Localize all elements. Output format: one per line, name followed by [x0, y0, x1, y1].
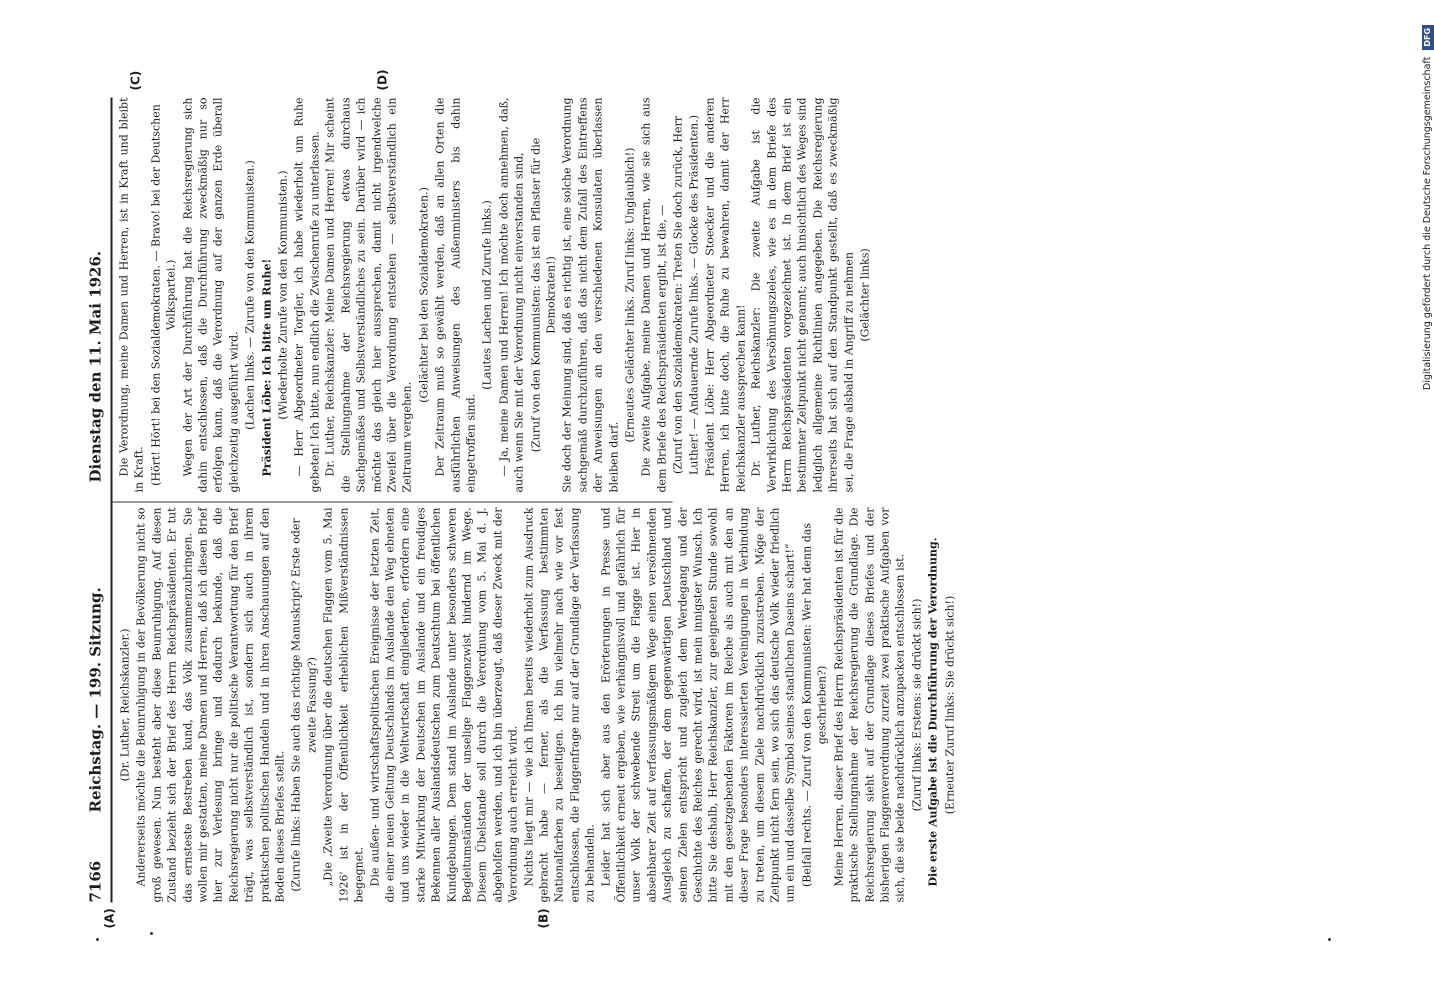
paragraph: Wegen der Art der Durchführung hat die Reichsregierung sich dahin entschlossen, daß die Durchführung zweckmäßig nur so erfolgen kann, daß die Verordnung auf der ganzen Erde überall gleichzeitig ausgeführt wird.	[180, 97, 240, 493]
speaker-paragraph: Dr. Luther, Reichskanzler: Die zweite Aufgabe ist die Verwirklichung des Versöhnungszieles, wie es in dem Briefe des Herrn Reichspräsidenten vorgezeichnet ist. In dem Brief ist ein bestimmter Zeitpunkt nicht genannt; auch hinsichtlich des Weges sind lediglich allgemeine Richtlinien angegeben. Die Reichsregierung ihrerseits hat sich auf den Standpunkt gestellt, daß es zweckmäßig sei, die Frage alsbald in Angriff zu nehmen	[749, 97, 855, 493]
margin-mark-a: (A)	[102, 908, 116, 929]
scan-speck	[150, 932, 153, 935]
scan-speck	[1328, 938, 1331, 941]
quote-paragraph: Nichts liegt mir — wie ich Ihnen bereits wiederholt zum Ausdruck gebracht habe — ferner, als die Verfassung bestimmten Nationalfarben zu beseitigen. Ich bin vielmehr nach wie vor fest entschlossen, die Flaggenfrage nur auf der Grundlage der Verfassung zu behandeln.	[521, 507, 597, 903]
speaker-paragraph: Präsident Löbe: Herr Abgeordneter Stoecker und die anderen Herren, ich bitte doch, die Ruhe zu bewahren, damit der Herr Reichskanzler aussprechen kann!	[703, 97, 747, 493]
paragraph: Der Zeitraum muß so gewählt werden, daß an allen Orten die ausführlichen Anweisungen des Außenministers bis dahin eingetroffen sind.	[433, 97, 477, 493]
paragraph: Andererseits möchte die Beunruhigung in der Bevölkerung nicht so groß gewesen. Nun besteht aber diese Beunruhigung. Auf diesen Zustand bezieht sich der Brief des Herrn Reichspräsidenten. Er tut das ernsteste Bestreben kund, das Volk zusammenzubringen. Sie wollen mir gestatten, meine Damen und Herren, daß ich diesen Brief hier zur Verlesung bringe und dadurch bekunde, daß die Reichsregierung nicht nur die politische Verantwortung für den Brief trägt, was selbstverständlich ist, sondern sich auch in ihrem praktischen politischen Handeln und in ihren Anschauungen auf den Boden dieses Briefes stellt.	[134, 507, 287, 903]
speaker-paragraph: Dr. Luther, Reichskanzler: Meine Damen und Herren! Mir scheint die Stellungnahme der Reichsregierung etwas durchaus Sachgemäßes und Selbstverständliches zu sein. Darüber wird — ich möchte das gleich hier aussprechen, damit nicht irgendwelche Zweifel über die Verordnung entstehen — selbstverständlich ein Zeitraum vergehen.	[323, 97, 414, 493]
interjection: (Beifall rechts. — Zuruf von den Kommunisten: Wer hat denn das geschrieben?)	[799, 523, 829, 887]
interjection: (Zuruf von den Sozialdemokraten: Treten Sie doch zurück, Herr Luther! — Andauernde Zurufe links. — Glocke des Präsidenten.)	[671, 114, 700, 476]
interjection: (Lachen links. — Zurufe von den Kommunisten.)	[243, 160, 257, 430]
paragraph: Meine Herren, dieser Brief des Herrn Reichspräsidenten ist für die praktische Stellungnahme der Reichsregierung die Grundlage. Die Reichsregierung sieht auf der Grundlage dieses Briefes und der bisherigen Flaggenverordnung zurzeit zwei praktische Aufgaben vor sich, die sie beide nachdrücklich anzupacken entschlossen ist.	[831, 507, 907, 903]
paragraph: — Herr Abgeordneter Torgler, ich habe wiederholt um Ruhe gebeten! Ich bitte, nun endlich die Zwischenrufe zu unterlassen.	[292, 97, 321, 493]
margin-mark-c: (C)	[128, 70, 142, 91]
interjection: (Erneutes Gelächter links. Zuruf links: Unglaublich!)	[623, 147, 636, 443]
running-header	[80, 98, 110, 903]
session-date: Dienstag den 11. Mai 1926.	[86, 250, 104, 483]
rotated-text-block	[80, 69, 1330, 929]
quote-paragraph: Die außen- und wirtschaftspolitischen Ereignisse der letzten Zeit, die einer neuen Geltung Deutschlands im Auslande den Weg ebneten und uns wieder in die Weltwirtschaft eingliederten, erfordern eine starke Mitwirkung der Deutschen im Auslande und ein freudiges Bekennen aller Auslandsdeutschen zum Deutschtum bei öffentlichen Kundgebungen. Dem stand im Auslande unter besonders schweren Begleitumständen der unselige Flaggenzwist hindernd im Wege. Diesem Übelstande soll durch die Verordnung vom 5. Mai d. J. abgeholfen werden, und ich bin überzeugt, daß dieser Zweck mit der Verordnung auch erreicht wird.	[367, 507, 520, 903]
interjection: (Hört! Hört! bei den Sozialdemokraten. — Bravo! bei der Deutschen Volkspartei.)	[148, 104, 178, 486]
interjection: (Lautes Lachen und Zurufe links.)	[480, 200, 494, 390]
running-head: Reichstag. — 199. Sitzung.	[86, 587, 104, 813]
paragraph: Die Verordnung, meine Damen und Herren, ist in Kraft und bleibt in Kraft.	[117, 97, 146, 493]
column-divider	[112, 502, 672, 503]
quote-paragraph: „Die ‚Zweite Verordnung über die deutschen Flaggen vom 5. Mai 1926' ist in der Öffentlichkeit erheblichen Mißverständnissen begegnet.	[321, 507, 366, 903]
margin-mark-d: (D)	[375, 69, 389, 91]
dfg-logo-icon: DFG	[1422, 25, 1434, 50]
credit-text: Digitalisierung gefördert durch die Deutsche Forschungsgemeinschaft	[1422, 56, 1433, 390]
scan-speck	[96, 938, 99, 941]
paragraph: Sie doch der Meinung sind, daß es richtig ist, eine solche Verordnung sachgemäß durchzuführen, daß das nicht dem Zufall des Eintreffens der Anweisungen an den verschiedenen Konsulaten überlassen bleiben darf.	[560, 97, 620, 493]
page-number: 7166	[86, 860, 104, 903]
interjection: (Gelächter bei den Sozialdemokraten.)	[416, 187, 430, 403]
credit-line	[1420, 10, 1434, 390]
quote-paragraph: Leider hat sich aber aus den Erörterungen in Presse und Öffentlichkeit erneut ergeben, wie verhängnisvoll und gefährlich für unser Volk der schwebende Streit um die Flagge ist. Hier in absehbarer Zeit auf verfassungsmäßigem Wege einen versöhnenden Ausgleich zu schaffen, der dem gegenwärtigen Deutschland und seinen Zielen entspricht und zugleich dem Werdegang und der Geschichte des Reiches gerecht wird, ist mein innigster Wunsch. Ich bitte Sie deshalb, Herr Reichskanzler, zur geeigneten Stunde sowohl mit den gesetzgebenden Faktoren im Reiche als auch mit den an dieser Frage besonders interessierten Vereinigungen in Verbindung zu treten, um diesem Ziele nachdrücklich zuzustreben. Möge der Zeitpunkt nicht fern sein, wo sich das deutsche Volk wieder friedlich um ein und dasselbe Symbol seines staatlichen Daseins schart!“	[598, 507, 797, 903]
digitization-credit	[1420, 10, 1434, 390]
right-column	[116, 98, 874, 493]
margin-mark-b: (B)	[536, 908, 550, 929]
interjection: (Wiederholte Zurufe von den Kommunisten.)	[276, 170, 290, 420]
left-column	[116, 508, 958, 903]
speaker-line: Präsident Löbe: Ich bitte um Ruhe!	[259, 258, 273, 477]
interjection: (Zuruf links: Erstens: sie drückt sich!)	[909, 598, 923, 812]
paragraph: Die zweite Aufgabe, meine Damen und Herren, wie sie sich aus dem Briefe des Reichspräsidenten ergibt, ist die, —	[639, 97, 668, 493]
header-rule	[110, 98, 112, 903]
interjection: (Zuruf von den Kommunisten: das ist ein Pflaster für die Demokraten!)	[528, 137, 557, 453]
paragraph: — Ja, meine Damen und Herren! Ich möchte doch annehmen, daß, auch wenn Sie mit der Verordnung nicht einverstanden sind,	[496, 97, 526, 493]
speaker-heading: (Dr. Luther, Reichskanzler.)	[118, 628, 131, 782]
interjection: (Erneuter Zuruf links: Sie drückt sich!)	[942, 595, 956, 815]
paragraph: Die erste Aufgabe ist die Durchführung der Verordnung.	[926, 537, 940, 887]
interjection: (Gelächter links)	[858, 248, 872, 342]
interjection: (Zurufe links: Haben Sie auch das richtige Manuskript? Erste oder zweite Fassung?)	[289, 518, 318, 892]
